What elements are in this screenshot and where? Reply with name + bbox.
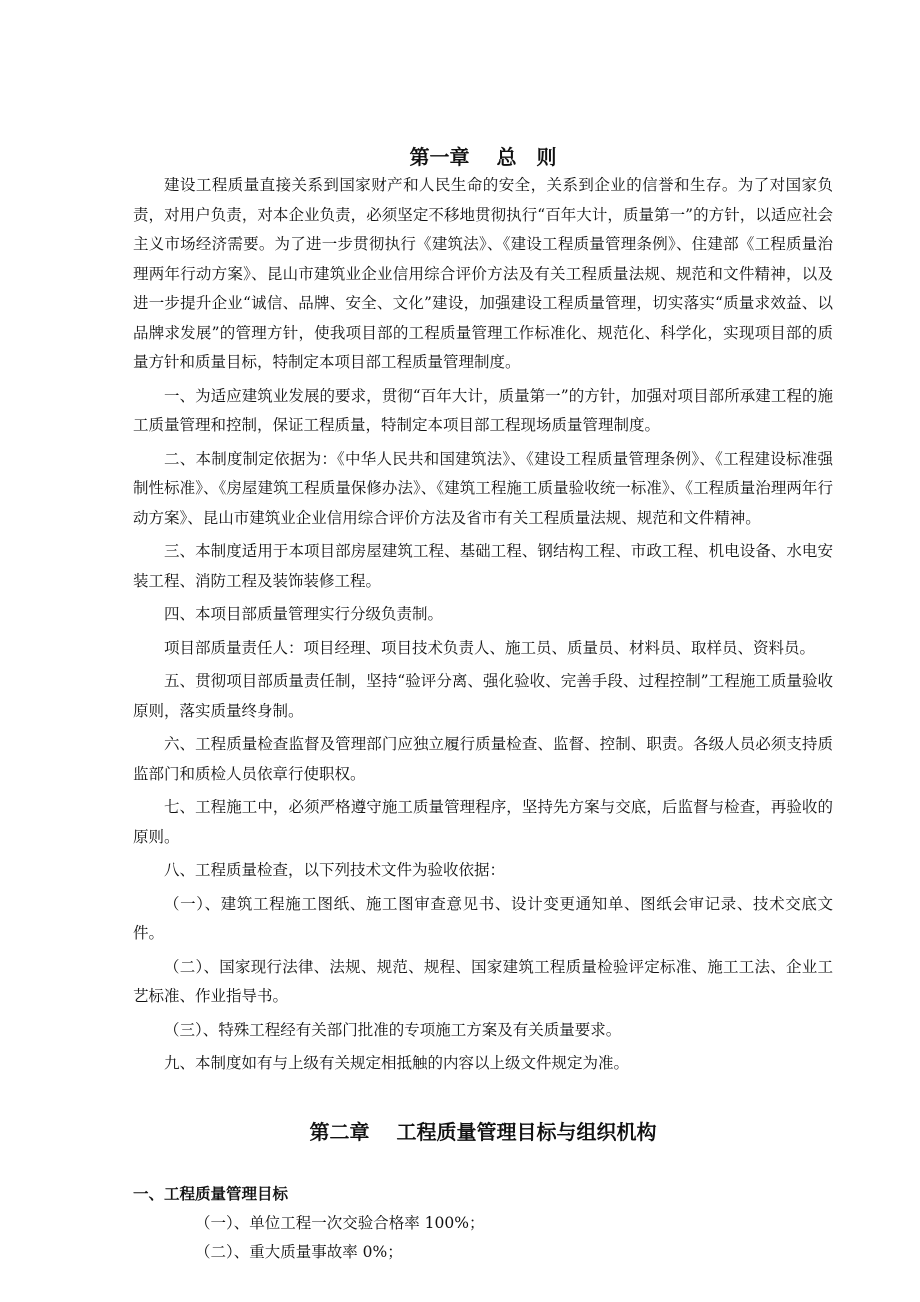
quality-goal-item: （二）、重大质量事故率 0%； [195,1243,403,1261]
chapter-1-intro: 建设工程质量直接关系到国家财产和人民生命的安全，关系到企业的信誉和生存。为了对国家负责，对用户负责，对本企业负责，必须坚定不移地贯彻执行“百年大计，质量第一”的方针，以适应社会主义市场经济需要。为了进一步贯彻执行《建筑法》、《建设工程质量管理条例》、住建部《工程质量治理两年行动方案》、昆山市建筑业企业信用综合评价方法及有关工程质量法规、规范和文件精神，以及进一步提升企业“诚信、品牌、安全、文化”建设，加强建设工程质量管理，切实落实“质量求效益、以品牌求发展”的管理方针，使我项目部的工程质量管理工作标准化、规范化、科学化，实现项目部的质量方针和质量目标，特制定本项目部工程质量管理制度。 [133,176,833,371]
article-8-item-1: （一）、建筑工程施工图纸、施工图审查意见书、设计变更通知单、图纸会审记录、技术交底文件。 [133,894,833,942]
article-4: 四、本项目部质量管理实行分级负责制。 [164,605,444,623]
document-body [133,143,833,1268]
article-2: 二、本制度制定依据为：《中华人民共和国建筑法》、《建设工程质量管理条例》、《工程建设标准强制性标准》、《房屋建筑工程质量保修办法》、《建筑工程施工质量验收统一标准》、《工程质量治理两年行动方案》、昆山市建筑业企业信用综合评价方法及省市有关工程质量法规、规范和文件精神。 [133,449,833,527]
article-8-item-3: （三）、特殊工程经有关部门批准的专项施工方案及有关质量要求。 [164,1020,622,1039]
article-3: 三、本制度适用于本项目部房屋建筑工程、基础工程、钢结构工程、市政工程、机电设备、水电安装工程、消防工程及装饰装修工程。 [133,542,833,590]
article-6: 六、工程质量检查监督及管理部门应独立履行质量检查、监督、控制、职责。各级人员必须支持质监部门和质检人员依章行使职权。 [133,735,833,783]
chapter-2-title: 第二章 工程质量管理目标与组织机构 [309,1119,657,1144]
chapter-1-title: 第一章 总 则 [409,145,557,169]
article-8: 八、工程质量检查，以下列技术文件为验收依据： [164,861,506,879]
article-5: 五、贯彻项目部质量责任制，坚持“验评分离、强化验收、完善手段、过程控制”工程施工质量验收原则，落实质量终身制。 [133,672,833,720]
section-quality-goals-heading: 一、工程质量管理目标 [133,1184,289,1203]
article-9: 九、本制度如有与上级有关规定相抵触的内容以上级文件规定为准。 [164,1054,630,1072]
responsible-persons: 项目部质量责任人：项目经理、项目技术负责人、施工员、质量员、材料员、取样员、资料员。 [164,638,816,657]
article-8-item-2: （二）、国家现行法律、法规、规范、规程、国家建筑工程质量检验评定标准、施工工法、企业工艺标准、作业指导书。 [133,957,833,1005]
quality-goal-item: （一）、单位工程一次交验合格率 100%； [195,1213,485,1232]
article-1: 一、为适应建筑业发展的要求，贯彻“百年大计，质量第一”的方针，加强对项目部所承建工程的施工质量管理和控制，保证工程质量，特制定本项目部工程现场质量管理制度。 [133,386,833,434]
article-7: 七、工程施工中，必须严格遵守施工质量管理程序，坚持先方案与交底，后监督与检查，再验收的原则。 [133,798,833,846]
